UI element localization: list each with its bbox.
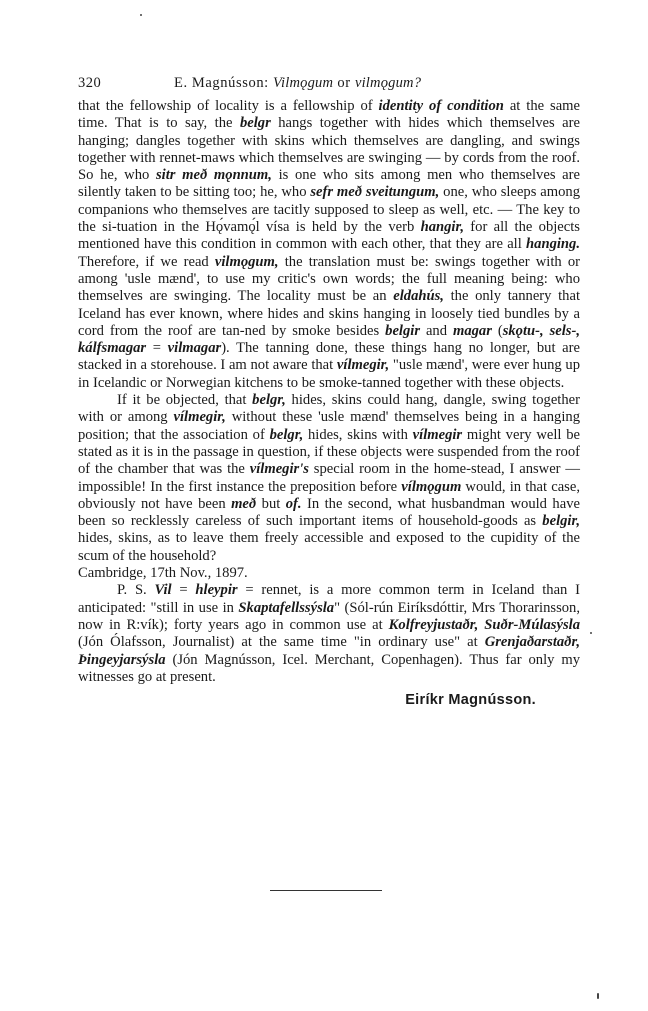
text-run: (Jón Ólafsson, Journalist) at the same time "in ordinary use" at [78, 634, 485, 651]
dateline: Cambridge, 17th Nov., 1897. [78, 565, 248, 582]
text-run: If it be objected, that [117, 392, 253, 409]
emphasis: hangir, [420, 219, 464, 236]
running-header [78, 75, 580, 92]
emphasis: Vil [154, 582, 172, 599]
emphasis: belgr, [252, 392, 286, 409]
emphasis: Skaptafellssýsla [238, 599, 335, 616]
paragraph-1 [78, 98, 580, 392]
paragraph-2 [78, 392, 580, 565]
text-run: = [146, 340, 168, 357]
emphasis: vílmǫgum [401, 478, 462, 495]
text-run: without these 'usle mænd' themselves being in a hanging position; that the association of [78, 409, 580, 443]
text-run: Therefore, if we read [78, 253, 215, 270]
text-run: (Jón Magnússon, Icel. Merchant, Copenhagen). Thus far only my witnesses go at present. [78, 651, 580, 685]
emphasis: hleypir [195, 582, 238, 599]
speck-mark [590, 632, 592, 634]
text-run: " (Sól-rún Eiríksdóttir, Mrs Thorarinsson, now in R:vík); forty years ago in common use at [78, 599, 580, 633]
emphasis: belgr, [269, 426, 304, 443]
postscript [78, 582, 580, 686]
text-run: = rennet, is a more common term in Iceland than I anticipated: "still in use in [78, 582, 581, 616]
text-run: for all the objects mentioned have this condition in common with each other, that they are all [78, 219, 580, 253]
emphasis: hanging. [526, 236, 580, 253]
text-run: might very well be stated as it is in the passage in question, if these objects were suspended from the roof of the chamber that was the [78, 426, 581, 478]
emphasis: belgr [239, 115, 271, 132]
text-run: the translation must be: swings together with or among 'usle mænd', to use my critic's own words; the full meaning being: who themselves are swinging. The locality must be an [78, 253, 580, 305]
emphasis: identity of condition [378, 98, 504, 114]
emphasis: vílmegir [412, 426, 463, 443]
emphasis: vilmagar [167, 340, 222, 357]
emphasis: sefr með sveitungum, [310, 184, 440, 201]
emphasis: sitr með mǫnnum, [155, 167, 272, 184]
end-rule [270, 890, 382, 891]
emphasis: með [231, 495, 257, 512]
text-run: that the fellowship of locality is a fellowship of [78, 98, 379, 114]
text-run: special room in the home-stead, I answer — impossible! In the first instance the preposition before [78, 461, 580, 495]
emphasis: belgir [385, 322, 421, 339]
emphasis: skǫtu-, sels-, kálfsmagar [78, 322, 580, 357]
author-name: E. Magnússon: [174, 75, 269, 91]
emphasis: eldahús, [393, 288, 444, 305]
emphasis: vílmegir, [173, 409, 226, 426]
text-run: P. S. [117, 582, 155, 599]
emphasis: Kolfreyjustaðr, Suðr-Múlasýsla [388, 616, 580, 633]
title-word-a: Vilmǫgum [273, 75, 334, 91]
text-run: "usle mænd', were ever hung up in Icelandic or Norwegian kitchens to be smoke-tanned together with these objects. [78, 357, 581, 391]
emphasis: belgir, [542, 513, 580, 530]
text-run: but [256, 495, 286, 512]
text-run: hides, skins could hang, dangle, swing together with or among [78, 392, 580, 426]
text-run: = [171, 582, 196, 599]
speck-mark [597, 993, 599, 999]
text-run: and [420, 322, 453, 339]
emphasis: vilmǫgum, [214, 253, 279, 270]
page [78, 60, 580, 709]
text-run: hides, skins, as to leave them freely accessible and exposed to the cupidity of the scum of the household? [78, 530, 580, 564]
emphasis: vílmegir's [249, 461, 309, 478]
text-run: at the same time. That is to say, the [78, 98, 581, 132]
text-run: hangs together with hides which themselves are hanging; dangles together with skins which themselves are dangling, and swings together with rennet-maws which themselves are swinging — by cords from the roof. So he, who [78, 115, 580, 184]
text-run: ). The tanning done, these things hang no longer, but are stacked in a storehouse. I am not aware that [78, 340, 580, 374]
text-run: ( [491, 322, 503, 339]
speck-mark [140, 14, 142, 16]
title-word-b: vilmǫgum? [354, 75, 422, 91]
text-run: is one who sits among men who themselves are silently taken to be sitting too; he, who [78, 167, 580, 201]
text-run: hides, skins with [303, 426, 413, 443]
running-title [174, 75, 421, 92]
emphasis: Grenjaðarstaðr, Þingeyjarsýsla [78, 634, 580, 668]
emphasis: of. [285, 495, 302, 512]
body-text [78, 98, 580, 709]
title-or: or [337, 75, 351, 91]
emphasis: vílmegir, [336, 357, 390, 374]
page-number: 320 [78, 75, 102, 91]
text-run: would, in that case, obviously not have been [78, 478, 580, 512]
text-run: the only tannery that Iceland has ever known, where hides and skins hanging in loosely tied bundles by a cord from the roof are tan-ned by smoke besides [78, 288, 581, 339]
emphasis: magar [452, 322, 492, 339]
signature: Eiríkr Magnússon. [405, 692, 536, 709]
text-run: one, who sleeps among companions who themselves are tacitly supposed to sleep as well, etc. — The key to the si-tuation in the Hǫ́vamǫ́l vísa is held by the verb [78, 184, 580, 236]
text-run: In the second, what husbandman would have been so recklessly careless of such important items of household-goods as [78, 495, 580, 530]
